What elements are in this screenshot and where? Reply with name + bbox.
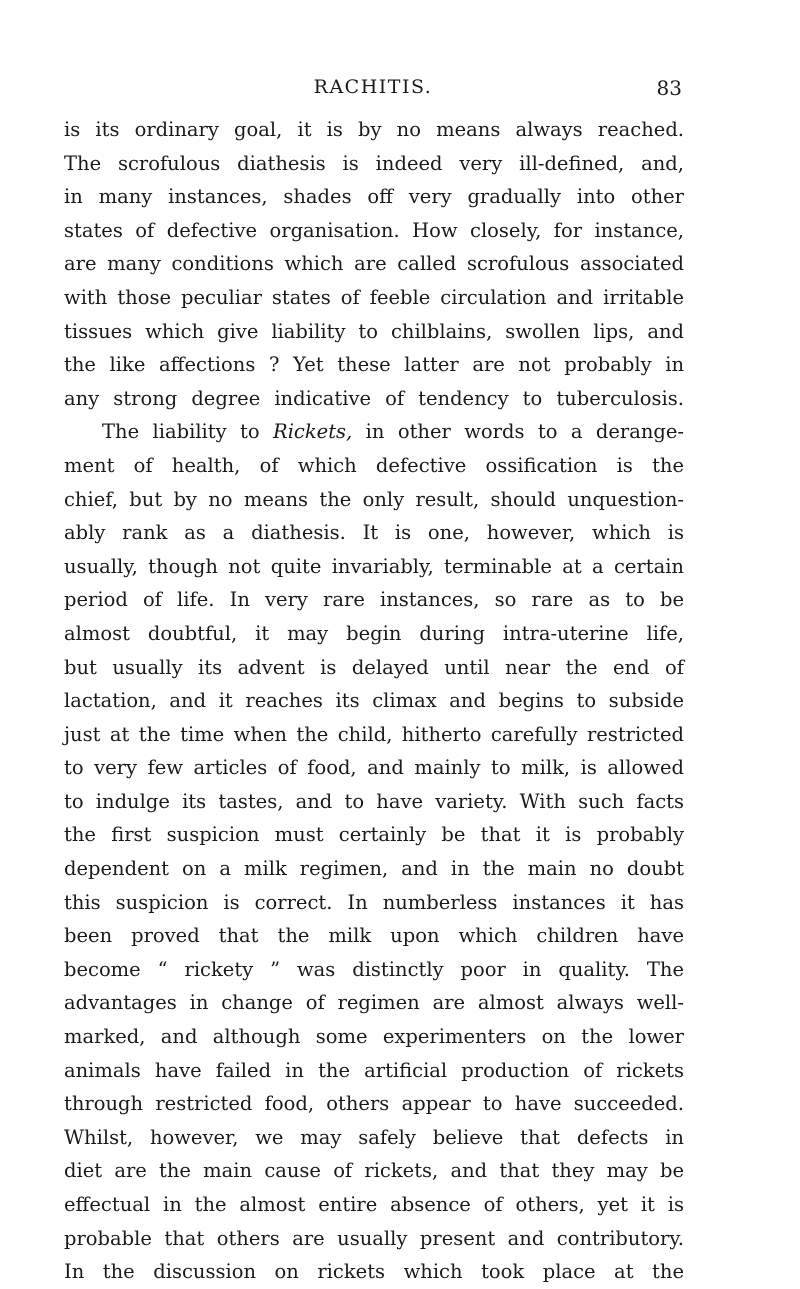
text-line: states of defective organisation. How closely, for instance,: [64, 218, 684, 242]
text-line: with those peculiar states of feeble circulation and irritable: [64, 285, 684, 309]
text-line: but usually its advent is delayed until near the end of: [64, 655, 684, 679]
text-line: any strong degree indicative of tendency to tuberculosis.: [64, 386, 684, 410]
text-line: lactation, and it reaches its climax and begins to subside: [64, 689, 684, 713]
text-line: marked, and although some experimenters on the lower: [64, 1025, 684, 1049]
text-line-paragraph-start: [64, 415, 684, 449]
text-line: chief, but by no means the only result, should unquestion-: [64, 487, 684, 511]
text-line: In the discussion on rickets which took place at the: [64, 1260, 684, 1284]
text-line: to indulge its tastes, and to have variety. With such facts: [64, 789, 684, 813]
text-line: period of life. In very rare instances, so rare as to be: [64, 588, 684, 612]
text-line: this suspicion is correct. In numberless instances it has: [64, 890, 684, 914]
text-line: ment of health, of which defective ossification is the: [64, 453, 684, 477]
text-line: tissues which give liability to chilblains, swollen lips, and: [64, 319, 684, 343]
running-head: RACHITIS.: [313, 76, 433, 98]
text-line: dependent on a milk regimen, and in the main no doubt: [64, 857, 684, 881]
line-text: The liability to: [102, 420, 260, 444]
text-line: through restricted food, others appear to have succeeded.: [64, 1092, 684, 1116]
text-line: usually, though not quite invariably, terminable at a certain: [64, 554, 684, 578]
text-line: just at the time when the child, hitherto carefully restricted: [64, 722, 684, 746]
text-line: in many instances, shades off very gradually into other: [64, 185, 684, 209]
text-line: diet are the main cause of rickets, and that they may be: [64, 1159, 684, 1183]
text-line: the like affections ? Yet these latter are not probably in: [64, 353, 684, 377]
text-line: Whilst, however, we may safely believe that defects in: [64, 1125, 684, 1149]
page-number: 83: [656, 76, 682, 100]
text-line: are many conditions which are called scrofulous associated: [64, 252, 684, 276]
text-line: effectual in the almost entire absence of others, yet it is: [64, 1193, 684, 1216]
text-line: become “ rickety ” was distinctly poor in quality. The: [64, 957, 684, 981]
italic-term-rickets: Rickets,: [273, 420, 353, 444]
body-text: [64, 113, 684, 1289]
text-line: probable that others are usually present and contributory.: [64, 1226, 684, 1250]
text-line: advantages in change of regimen are almost always well-: [64, 991, 684, 1015]
text-line: the first suspicion must certainly be that it is probably: [64, 823, 684, 847]
line-text: in other words to a derange-: [365, 420, 685, 444]
text-line: ably rank as a diathesis. It is one, however, which is: [64, 521, 684, 545]
text-line: almost doubtful, it may begin during intra-uterine life,: [64, 621, 684, 645]
text-line: is its ordinary goal, it is by no means always reached.: [64, 118, 684, 141]
text-line: been proved that the milk upon which children have: [64, 924, 684, 948]
text-line: animals have failed in the artificial production of rickets: [64, 1058, 684, 1082]
text-line: The scrofulous diathesis is indeed very ill-defined, and,: [64, 151, 684, 175]
text-line: to very few articles of food, and mainly to milk, is allowed: [64, 756, 684, 780]
page-header: [64, 76, 682, 106]
